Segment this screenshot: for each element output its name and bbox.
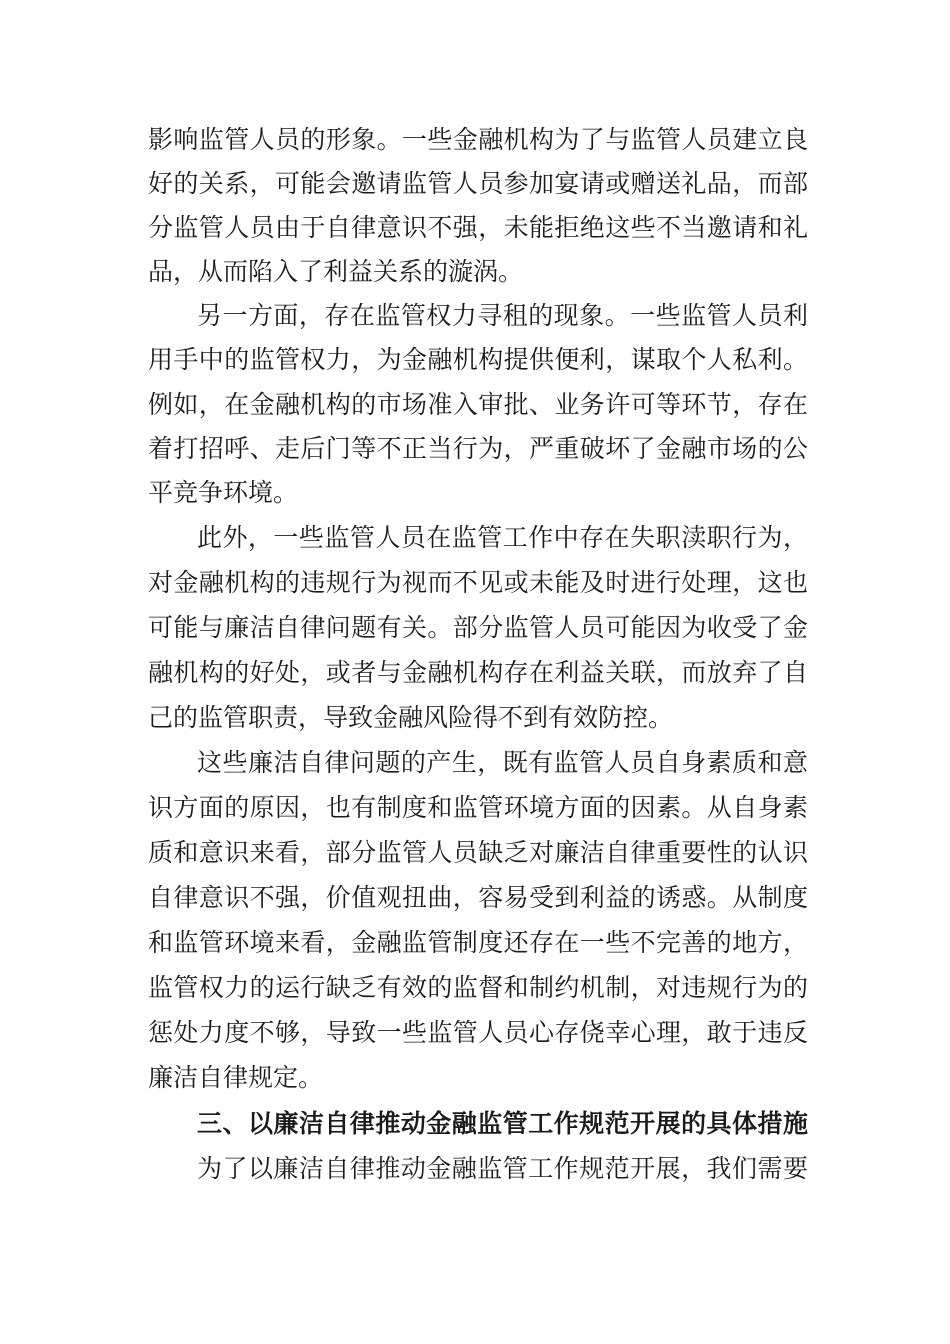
text-line: 惩处力度不够，导致一些监管人员心存侥幸心理，敢于违反 (148, 1018, 808, 1047)
text-line: 监管权力的运行缺乏有效的监督和制约机制，对违规行为的 (148, 973, 808, 1002)
text-line: 品，从而陷入了利益关系的漩涡。 (148, 257, 524, 286)
paragraph-first-line: 为了以廉洁自律推动金融监管工作规范开展，我们需要 (197, 1154, 808, 1183)
text-line: 质和意识来看，部分监管人员缺乏对廉洁自律重要性的认识 (148, 838, 808, 867)
text-line: 例如，在金融机构的市场准入审批、业务许可等环节，存在 (148, 390, 808, 419)
section-heading: 三、以廉洁自律推动金融监管工作规范开展的具体措施 (197, 1109, 808, 1138)
text-line: 廉洁自律规定。 (148, 1063, 324, 1092)
text-line: 自律意识不强，价值观扭曲，容易受到利益的诱惑。从制度 (148, 883, 808, 912)
paragraph-first-line: 另一方面，存在监管权力寻租的现象。一些监管人员利 (197, 301, 808, 330)
text-line: 影响监管人员的形象。一些金融机构为了与监管人员建立良 (148, 125, 808, 154)
paragraph-first-line: 此外，一些监管人员在监管工作中存在失职渎职行为， (197, 523, 808, 552)
text-line: 分监管人员由于自律意识不强，未能拒绝这些不当邀请和礼 (148, 213, 808, 242)
text-line: 对金融机构的违规行为视而不见或未能及时进行处理，这也 (148, 568, 808, 597)
paragraph-first-line: 这些廉洁自律问题的产生，既有监管人员自身素质和意 (197, 748, 808, 777)
text-line: 着打招呼、走后门等不正当行为，严重破坏了金融市场的公 (148, 434, 808, 463)
text-line: 和监管环境来看，金融监管制度还存在一些不完善的地方， (148, 928, 808, 957)
text-line: 可能与廉洁自律问题有关。部分监管人员可能因为收受了金 (148, 613, 808, 642)
text-line: 识方面的原因，也有制度和监管环境方面的因素。从自身素 (148, 793, 808, 822)
text-line: 用手中的监管权力，为金融机构提供便利，谋取个人私利。 (148, 345, 808, 374)
text-line: 好的关系，可能会邀请监管人员参加宴请或赠送礼品，而部 (148, 169, 808, 198)
text-line: 融机构的好处，或者与金融机构存在利益关联，而放弃了自 (148, 658, 808, 687)
text-line: 平竞争环境。 (148, 478, 299, 507)
text-line: 己的监管职责，导致金融风险得不到有效防控。 (148, 703, 674, 732)
